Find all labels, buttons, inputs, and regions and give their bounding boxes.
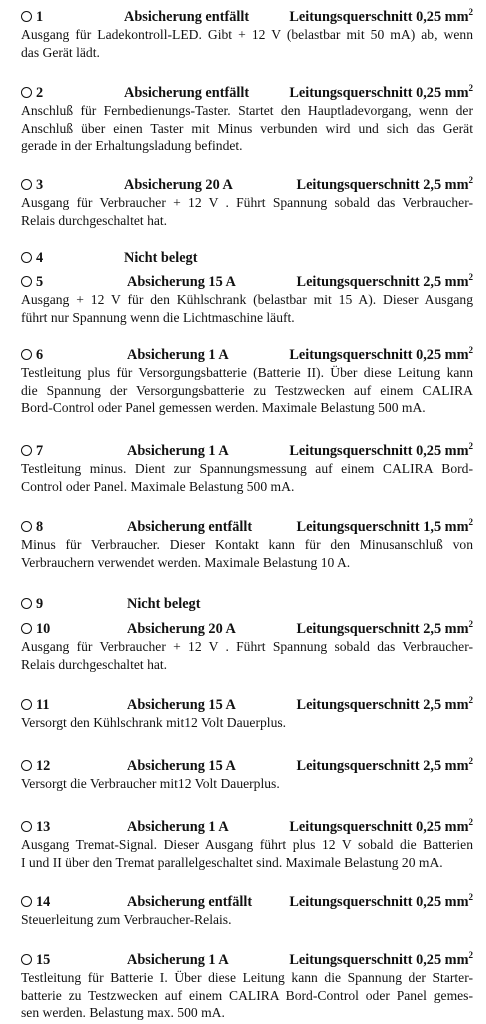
pin-number <box>21 273 43 291</box>
pin-heading <box>21 818 473 836</box>
unit-exponent: 2 <box>468 441 473 451</box>
pin-number-text: 15 <box>36 952 51 968</box>
description-line: Testleitung für Batterie I. Über diese Leitung kann die Spannung der Starter- <box>21 970 473 985</box>
description-line: Testleitung plus für Versorgungsbatterie (Batterie II). Über diese Leitung kann <box>21 365 473 380</box>
pin-number-text: 5 <box>36 274 44 290</box>
pin-number-text: 8 <box>36 519 44 535</box>
cable-cross-section <box>289 442 473 460</box>
pin-description <box>21 460 473 495</box>
cable-cross-section <box>297 518 473 536</box>
pin-number <box>21 176 43 194</box>
fuse-rating: Absicherung entfällt <box>124 9 250 25</box>
description-line: Ausgang + 12 V für den Kühlschrank (belastbar mit 15 A). Dieser Ausgang <box>21 292 473 307</box>
description-line: Minus für Verbraucher. Dieser Kontakt kann für den Minusanschluß von <box>21 537 473 552</box>
pin-heading <box>21 176 473 194</box>
pin-entry-13 <box>21 818 473 871</box>
cable-cross-section-text: Leitungsquerschnitt 0,25 mm <box>289 443 469 459</box>
pin-heading <box>21 620 473 638</box>
unit-exponent: 2 <box>468 756 473 766</box>
pin-description <box>21 714 473 732</box>
fuse-rating: Nicht belegt <box>127 596 201 612</box>
pin-entry-12 <box>21 757 473 793</box>
description-line: Bord-Control oder Panel gemessen werden. Maximale Belastung 500 mA. <box>21 400 426 415</box>
pin-entry-1 <box>21 8 473 61</box>
description-line: gerade in der Erhaltungsladung befindet. <box>21 138 243 153</box>
unit-exponent: 2 <box>468 7 473 17</box>
fuse-rating: Absicherung 1 A <box>127 952 229 968</box>
unit-exponent: 2 <box>468 517 473 527</box>
cable-cross-section <box>289 818 473 836</box>
description-line: Verbrauchern verwendet werden. Maximale Belastung 10 A. <box>21 554 351 570</box>
pin-heading <box>21 249 473 267</box>
cable-cross-section <box>289 346 473 364</box>
pin-number-text: 3 <box>36 177 44 193</box>
fuse-rating: Absicherung 1 A <box>127 443 229 459</box>
circle-bullet-icon <box>21 276 32 287</box>
pin-heading <box>21 273 473 291</box>
pin-heading <box>21 595 473 613</box>
description-line: Versorgt den Kühlschrank mit12 Volt Dauerplus. <box>21 715 287 730</box>
circle-bullet-icon <box>21 598 32 609</box>
pin-number-text: 4 <box>36 250 44 266</box>
circle-bullet-icon <box>21 349 32 360</box>
cable-cross-section-text: Leitungsquerschnitt 1,5 mm <box>296 519 469 535</box>
pin-entry-2 <box>21 84 473 155</box>
fuse-rating: Absicherung 20 A <box>124 177 233 193</box>
pin-description <box>21 638 473 673</box>
description-line: Testleitung minus. Dient zur Spannungsmessung auf einem CALIRA Bord- <box>21 461 473 476</box>
pin-number <box>21 84 43 102</box>
pin-number-text: 1 <box>36 9 44 25</box>
pin-number <box>21 620 50 638</box>
description-line: sen werden. Belastung max. 500 mA. <box>21 1005 225 1020</box>
pin-number <box>21 757 50 775</box>
cable-cross-section-text: Leitungsquerschnitt 2,5 mm <box>296 621 469 637</box>
description-line: Relais durchgeschaltet hat. <box>21 656 168 672</box>
circle-bullet-icon <box>21 445 32 456</box>
cable-cross-section-text: Leitungsquerschnitt 2,5 mm <box>296 177 469 193</box>
pin-description <box>21 911 473 929</box>
pin-heading <box>21 8 473 26</box>
pin-number <box>21 951 50 969</box>
description-line: Steuerleitung zum Verbraucher-Relais. <box>21 912 232 927</box>
circle-bullet-icon <box>21 87 32 98</box>
circle-bullet-icon <box>21 760 32 771</box>
fuse-rating: Absicherung entfällt <box>124 85 250 101</box>
description-line: Ausgang für Ladekontroll-LED. Gibt + 12 V (belastbar mit 50 mA) ab, wenn <box>21 27 473 42</box>
description-line: Versorgt die Verbraucher mit12 Volt Dauerplus. <box>21 776 280 791</box>
unit-exponent: 2 <box>468 272 473 282</box>
description-line: führt nur Spannung wenn die Lichtmaschine läuft. <box>21 309 295 325</box>
pin-description <box>21 536 473 571</box>
unit-exponent: 2 <box>468 83 473 93</box>
circle-bullet-icon <box>21 521 32 532</box>
cable-cross-section <box>297 176 473 194</box>
fuse-rating: Absicherung entfällt <box>127 894 253 910</box>
pin-description <box>21 364 473 417</box>
cable-cross-section-text: Leitungsquerschnitt 0,25 mm <box>289 9 469 25</box>
pin-number-text: 12 <box>36 758 51 774</box>
pin-entry-5 <box>21 273 473 326</box>
pin-number-text: 6 <box>36 347 44 363</box>
pin-description <box>21 775 473 793</box>
pin-number-text: 11 <box>36 697 50 713</box>
unit-exponent: 2 <box>468 892 473 902</box>
fuse-rating: Nicht belegt <box>124 250 198 266</box>
cable-cross-section <box>289 8 473 26</box>
pin-entry-3 <box>21 176 473 229</box>
description-line: Ausgang Tremat-Signal. Dieser Ausgang führt plus 12 V sobald die Batterien <box>21 837 473 852</box>
pin-entry-6 <box>21 346 473 417</box>
unit-exponent: 2 <box>468 175 473 185</box>
pin-description <box>21 102 473 155</box>
pin-entry-10 <box>21 620 473 673</box>
cable-cross-section <box>289 84 473 102</box>
pin-entry-11 <box>21 696 473 732</box>
pin-description <box>21 26 473 61</box>
pin-description <box>21 194 473 229</box>
pin-number <box>21 518 43 536</box>
unit-exponent: 2 <box>468 950 473 960</box>
cable-cross-section <box>297 273 473 291</box>
fuse-rating: Absicherung 1 A <box>127 347 229 363</box>
pin-entry-4 <box>21 249 473 267</box>
pin-heading <box>21 696 473 714</box>
pin-number <box>21 346 43 364</box>
pin-heading <box>21 893 473 911</box>
cable-cross-section-text: Leitungsquerschnitt 0,25 mm <box>289 894 469 910</box>
pin-heading <box>21 442 473 460</box>
pin-number <box>21 8 43 26</box>
description-line: das Gerät lädt. <box>21 44 100 60</box>
fuse-rating: Absicherung 15 A <box>127 758 236 774</box>
cable-cross-section <box>297 696 473 714</box>
circle-bullet-icon <box>21 699 32 710</box>
pin-heading <box>21 518 473 536</box>
cable-cross-section-text: Leitungsquerschnitt 2,5 mm <box>296 274 469 290</box>
circle-bullet-icon <box>21 179 32 190</box>
pin-number-text: 13 <box>36 819 51 835</box>
cable-cross-section-text: Leitungsquerschnitt 2,5 mm <box>296 697 469 713</box>
cable-cross-section-text: Leitungsquerschnitt 0,25 mm <box>289 952 469 968</box>
fuse-rating: Absicherung entfällt <box>127 519 253 535</box>
pin-number <box>21 249 43 267</box>
description-line: Anschluß für Fernbedienungs-Taster. Startet den Hauptladevorgang, wenn der <box>21 103 473 118</box>
description-line: Ausgang für Verbraucher + 12 V . Führt Spannung sobald das Verbraucher- <box>21 639 473 654</box>
pin-number-text: 10 <box>36 621 51 637</box>
circle-bullet-icon <box>21 623 32 634</box>
description-line: Ausgang für Verbraucher + 12 V . Führt Spannung sobald das Verbraucher- <box>21 195 473 210</box>
pin-entry-14 <box>21 893 473 929</box>
pin-heading <box>21 951 473 969</box>
description-line: I und II über den Tremat parallelgeschaltet sind. Maximale Belastung 20 mA. <box>21 854 443 870</box>
description-line: batterie zu Testzwecken auf einem CALIRA Bord-Control oder Panel gemes- <box>21 987 473 1003</box>
cable-cross-section-text: Leitungsquerschnitt 0,25 mm <box>289 819 469 835</box>
fuse-rating: Absicherung 1 A <box>127 819 229 835</box>
circle-bullet-icon <box>21 11 32 22</box>
fuse-rating: Absicherung 15 A <box>127 274 236 290</box>
pin-description <box>21 836 473 871</box>
pin-entry-15 <box>21 951 473 1022</box>
cable-cross-section-text: Leitungsquerschnitt 2,5 mm <box>296 758 469 774</box>
cable-cross-section <box>297 757 473 775</box>
pin-number-text: 2 <box>36 85 44 101</box>
circle-bullet-icon <box>21 954 32 965</box>
description-line: Anschluß über einen Taster mit Minus verbunden wird und sich das Gerät <box>21 120 473 136</box>
pin-entry-9 <box>21 595 473 613</box>
cable-cross-section <box>289 893 473 911</box>
pin-description <box>21 291 473 326</box>
pin-entry-7 <box>21 442 473 495</box>
pin-number-text: 9 <box>36 596 44 612</box>
cable-cross-section-text: Leitungsquerschnitt 0,25 mm <box>289 85 469 101</box>
pin-number <box>21 595 43 613</box>
pin-heading <box>21 346 473 364</box>
cable-cross-section <box>289 951 473 969</box>
circle-bullet-icon <box>21 896 32 907</box>
fuse-rating: Absicherung 20 A <box>127 621 236 637</box>
pin-description <box>21 969 473 1022</box>
unit-exponent: 2 <box>468 817 473 827</box>
pin-number <box>21 818 50 836</box>
circle-bullet-icon <box>21 821 32 832</box>
pin-number-text: 7 <box>36 443 44 459</box>
pin-number-text: 14 <box>36 894 51 910</box>
unit-exponent: 2 <box>468 619 473 629</box>
pin-number <box>21 696 50 714</box>
description-line: die Spannung der Versorgungsbatterie zu Testzwecken auf einem CALIRA <box>21 382 473 398</box>
circle-bullet-icon <box>21 252 32 263</box>
description-line: Relais durchgeschaltet hat. <box>21 212 168 228</box>
description-line: Control oder Panel. Maximale Belastung 500 mA. <box>21 478 295 494</box>
unit-exponent: 2 <box>468 345 473 355</box>
pin-heading <box>21 84 473 102</box>
cable-cross-section-text: Leitungsquerschnitt 0,25 mm <box>289 347 469 363</box>
pin-heading <box>21 757 473 775</box>
pin-number <box>21 442 43 460</box>
fuse-rating: Absicherung 15 A <box>127 697 236 713</box>
unit-exponent: 2 <box>468 695 473 705</box>
cable-cross-section <box>297 620 473 638</box>
pin-number <box>21 893 50 911</box>
pin-entry-8 <box>21 518 473 571</box>
